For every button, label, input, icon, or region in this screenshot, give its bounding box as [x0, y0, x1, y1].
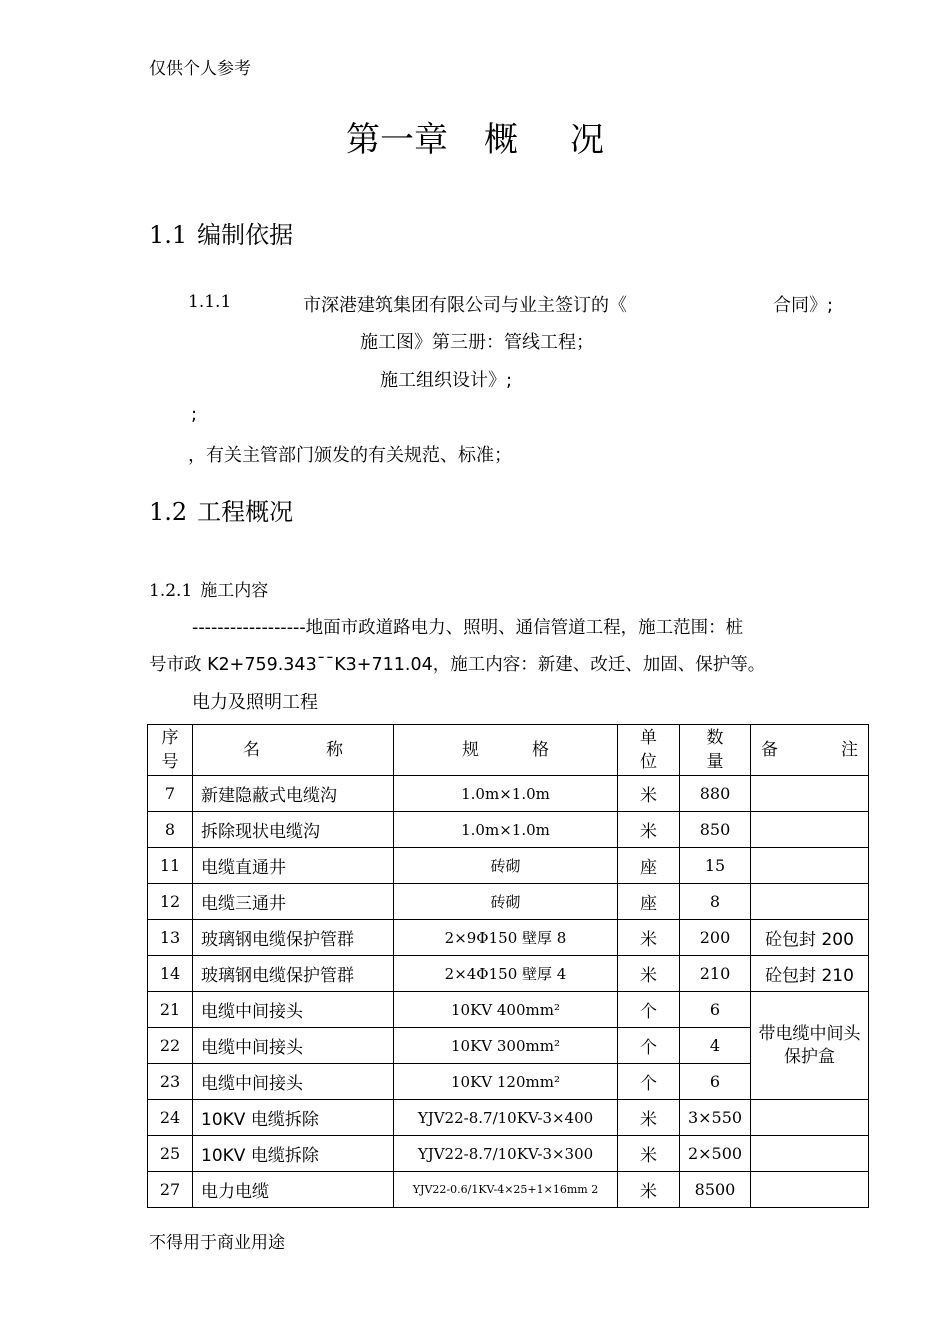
cell-unit: 米 — [618, 920, 680, 956]
cell-qty: 6 — [680, 992, 751, 1028]
cell-unit: 米 — [618, 1136, 680, 1172]
cell-name: 电力电缆 — [193, 1172, 394, 1208]
cell-seq: 24 — [148, 1100, 193, 1136]
basis-line-3: 施工组织设计》; — [380, 370, 513, 391]
cell-remark — [751, 848, 869, 884]
section-heading-1-2 — [149, 492, 293, 527]
footer-note: 不得用于商业用途 — [149, 1233, 285, 1253]
table-row — [148, 1172, 869, 1208]
cell-qty: 8500 — [680, 1172, 751, 1208]
cell-spec: 砖砌 — [394, 884, 618, 920]
content-paragraph-line-1: ------------------地面市政道路电力、照明、通信管道工程，施工范围：桩 — [192, 618, 744, 638]
cell-name: 玻璃钢电缆保护管群 — [193, 920, 394, 956]
basis-line-2: 施工图》第三册：管线工程； — [360, 332, 594, 353]
cell-name: 电缆中间接头 — [193, 1028, 394, 1064]
table-row — [148, 956, 869, 992]
cell-remark — [751, 776, 869, 812]
cell-seq: 11 — [148, 848, 193, 884]
cell-qty: 2×500 — [680, 1136, 751, 1172]
cell-spec: 10KV 400mm² — [394, 992, 618, 1028]
cell-unit: 个 — [618, 992, 680, 1028]
electrical-lighting-table — [147, 724, 869, 1208]
cell-remark — [751, 1136, 869, 1172]
cell-unit: 米 — [618, 956, 680, 992]
cell-unit: 米 — [618, 776, 680, 812]
cell-spec: YJV22-8.7/10KV-3×400 — [394, 1100, 618, 1136]
cell-name: 10KV 电缆拆除 — [193, 1136, 394, 1172]
table-row — [148, 884, 869, 920]
table-row — [148, 812, 869, 848]
cell-seq: 25 — [148, 1136, 193, 1172]
cell-qty: 200 — [680, 920, 751, 956]
cell-seq: 23 — [148, 1064, 193, 1100]
cell-spec: 2×4Φ150 壁厚 4 — [394, 956, 618, 992]
chapter-title-part-1: 第一章 — [346, 120, 448, 160]
chapter-title-part-2: 概 — [484, 120, 518, 160]
basis-line-1-text: 市深港建筑集团有限公司与业主签订的《 — [303, 295, 627, 316]
cell-unit: 座 — [618, 884, 680, 920]
cell-name: 新建隐蔽式电缆沟 — [193, 776, 394, 812]
header-remark: 备 注 — [751, 725, 869, 776]
table-row — [148, 1136, 869, 1172]
cell-seq: 8 — [148, 812, 193, 848]
chapter-title — [0, 112, 950, 161]
cell-unit: 个 — [618, 1064, 680, 1100]
cell-spec: 10KV 120mm² — [394, 1064, 618, 1100]
cell-seq: 12 — [148, 884, 193, 920]
table-row — [148, 920, 869, 956]
header-qty: 数 量 — [680, 725, 751, 776]
cell-remark — [751, 1100, 869, 1136]
cell-qty: 8 — [680, 884, 751, 920]
basis-line-1-end: 合同》; — [773, 295, 834, 316]
header-spec: 规 格 — [394, 725, 618, 776]
basis-item-number: 1.1.1 — [188, 292, 232, 312]
cell-name: 玻璃钢电缆保护管群 — [193, 956, 394, 992]
cell-spec: YJV22-8.7/10KV-3×300 — [394, 1136, 618, 1172]
table-row — [148, 1100, 869, 1136]
cell-spec: 1.0m×1.0m — [394, 812, 618, 848]
section-number: 1.2 — [149, 498, 188, 526]
subsection-number: 1.2.1 — [149, 581, 193, 601]
cell-name: 电缆直通井 — [193, 848, 394, 884]
cell-name: 拆除现状电缆沟 — [193, 812, 394, 848]
cell-unit: 米 — [618, 812, 680, 848]
table-caption: 电力及照明工程 — [192, 692, 318, 713]
cell-seq: 13 — [148, 920, 193, 956]
table-row — [148, 776, 869, 812]
cell-spec: 1.0m×1.0m — [394, 776, 618, 812]
basis-line-5: ，有关主管部门颁发的有关规范、标准； — [188, 445, 512, 466]
cell-unit: 个 — [618, 1028, 680, 1064]
subsection-heading — [149, 576, 268, 601]
cell-spec: 砖砌 — [394, 848, 618, 884]
cell-qty: 15 — [680, 848, 751, 884]
section-title: 工程概况 — [197, 498, 294, 526]
cell-remark — [751, 1172, 869, 1208]
table-row — [148, 992, 869, 1028]
chapter-title-part-3: 况 — [570, 120, 604, 160]
cell-seq: 27 — [148, 1172, 193, 1208]
cell-name: 10KV 电缆拆除 — [193, 1100, 394, 1136]
cell-qty: 880 — [680, 776, 751, 812]
header-seq: 序 号 — [148, 725, 193, 776]
section-number: 1.1 — [149, 221, 188, 249]
cell-qty: 4 — [680, 1028, 751, 1064]
basis-line-4: ; — [191, 404, 198, 425]
section-title: 编制依据 — [197, 221, 294, 249]
content-paragraph-line-2: 号市政 K2+759.343¯¯K3+711.04，施工内容：新建、改迁、加固、保护等。 — [149, 655, 766, 675]
cell-remark: 砼包封 210 — [751, 956, 869, 992]
cell-unit: 米 — [618, 1100, 680, 1136]
table-row — [148, 848, 869, 884]
table-header-row — [148, 725, 869, 776]
header-name: 名 称 — [193, 725, 394, 776]
cell-spec: YJV22-0.6/1KV-4×25+1×16mm 2 — [394, 1172, 618, 1208]
cell-qty: 850 — [680, 812, 751, 848]
header-note: 仅供个人参考 — [149, 59, 251, 79]
section-heading-1-1 — [149, 215, 293, 250]
cell-name: 电缆中间接头 — [193, 1064, 394, 1100]
cell-name: 电缆中间接头 — [193, 992, 394, 1028]
cell-seq: 21 — [148, 992, 193, 1028]
cell-remark — [751, 884, 869, 920]
cell-remark: 砼包封 200 — [751, 920, 869, 956]
cell-unit: 米 — [618, 1172, 680, 1208]
cell-name: 电缆三通井 — [193, 884, 394, 920]
cell-qty: 6 — [680, 1064, 751, 1100]
cell-remark — [751, 812, 869, 848]
cell-qty: 3×550 — [680, 1100, 751, 1136]
cell-seq: 22 — [148, 1028, 193, 1064]
cell-unit: 座 — [618, 848, 680, 884]
cell-spec: 10KV 300mm² — [394, 1028, 618, 1064]
cell-remark-merged: 带电缆中间头保护盒 — [751, 992, 869, 1100]
header-unit: 单 位 — [618, 725, 680, 776]
cell-seq: 7 — [148, 776, 193, 812]
cell-spec: 2×9Φ150 壁厚 8 — [394, 920, 618, 956]
cell-seq: 14 — [148, 956, 193, 992]
subsection-title: 施工内容 — [200, 581, 269, 601]
cell-qty: 210 — [680, 956, 751, 992]
